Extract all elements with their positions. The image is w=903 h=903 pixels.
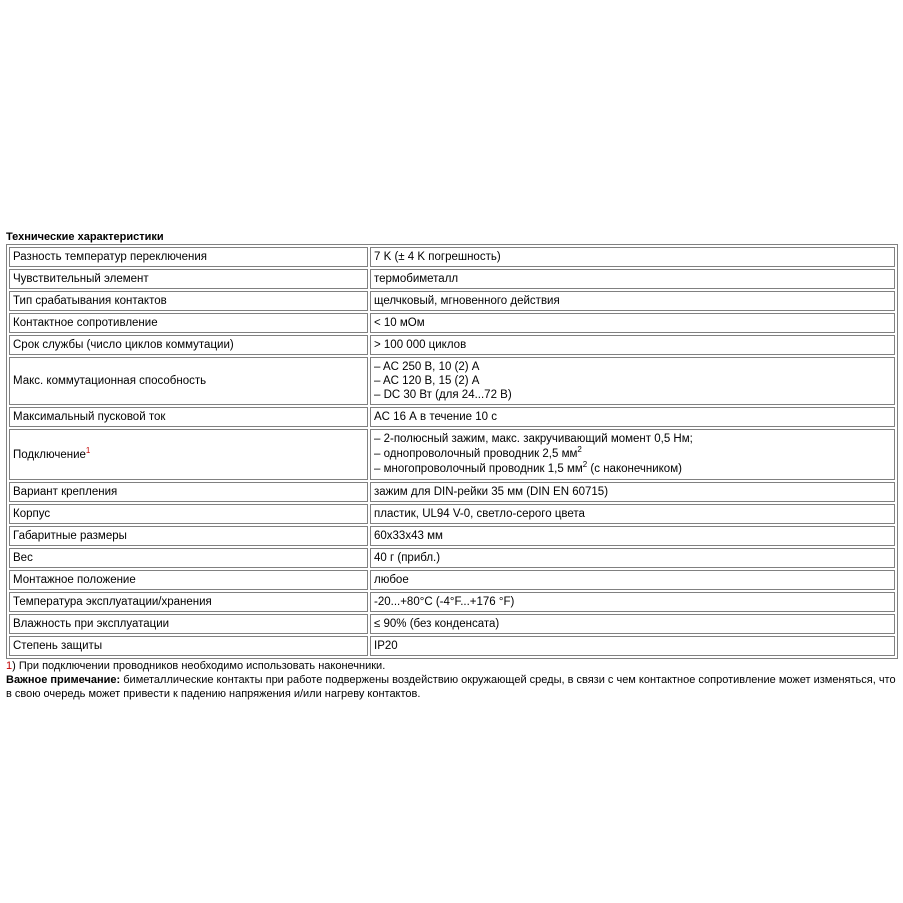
row-label: Чувствительный элемент [9, 269, 368, 289]
footnote-text: ) При подключении проводников необходимо использовать наконечники. [12, 660, 386, 672]
row-label-text: Подключение [13, 448, 86, 461]
row-value: пластик, UL94 V-0, светло-серого цвета [370, 504, 895, 524]
table-row [9, 570, 895, 590]
row-value: 60x33x43 мм [370, 526, 895, 546]
row-value [370, 429, 895, 480]
value-line: – DC 30 Вт (для 24...72 В) [374, 389, 512, 401]
row-value: < 10 мОм [370, 313, 895, 333]
table-row [9, 269, 895, 289]
table-row [9, 407, 895, 427]
table-row [9, 247, 895, 267]
table-row [9, 504, 895, 524]
row-value: любое [370, 570, 895, 590]
row-label: Влажность при эксплуатации [9, 614, 368, 634]
row-label: Разность температур переключения [9, 247, 368, 267]
row-label: Габаритные размеры [9, 526, 368, 546]
row-label: Максимальный пусковой ток [9, 407, 368, 427]
row-value: IP20 [370, 636, 895, 656]
spec-table [6, 244, 898, 659]
table-row [9, 291, 895, 311]
row-label: Контактное сопротивление [9, 313, 368, 333]
value-line: – AC 120 В, 15 (2) А [374, 375, 480, 387]
row-value: AC 16 А в течение 10 с [370, 407, 895, 427]
row-value: щелчковый, мгновенного действия [370, 291, 895, 311]
value-line: – AC 250 В, 10 (2) А [374, 361, 480, 373]
value-line-text: – многопроволочный проводник 1,5 мм [374, 463, 583, 475]
spec-document [6, 230, 896, 701]
row-label: Вес [9, 548, 368, 568]
value-line [374, 447, 892, 462]
table-row [9, 335, 895, 355]
table-row [9, 313, 895, 333]
row-label: Вариант крепления [9, 482, 368, 502]
footnote-mark: 1 [6, 660, 13, 672]
row-value: > 100 000 циклов [370, 335, 895, 355]
spec-table-body [9, 247, 895, 656]
row-value: зажим для DIN-рейки 35 мм (DIN EN 60715) [370, 482, 895, 502]
row-label: Температура эксплуатации/хранения [9, 592, 368, 612]
value-line-text: – однопроволочный проводник 2,5 мм [374, 448, 578, 460]
notes-block [6, 659, 896, 701]
row-value: -20...+80°C (-4°F...+176 °F) [370, 592, 895, 612]
row-value: 7 K (± 4 K погрешность) [370, 247, 895, 267]
table-row [9, 636, 895, 656]
footnote [6, 659, 896, 673]
row-label: Монтажное положение [9, 570, 368, 590]
row-label: Корпус [9, 504, 368, 524]
value-line [374, 462, 892, 477]
row-label: Степень защиты [9, 636, 368, 656]
table-row [9, 614, 895, 634]
table-row [9, 429, 895, 480]
table-row [9, 357, 895, 405]
value-line [374, 432, 892, 447]
row-label: Тип срабатывания контактов [9, 291, 368, 311]
row-label: Макс. коммутационная способность [9, 357, 368, 405]
section-title: Технические характеристики [6, 231, 164, 243]
important-note [6, 673, 896, 701]
value-line-text: – 2-полюсный зажим, макс. закручивающий момент 0,5 Нм; [374, 433, 693, 445]
table-row [9, 592, 895, 612]
row-value: 40 г (прибл.) [370, 548, 895, 568]
value-line-suffix: (с наконечником) [587, 463, 682, 475]
row-label: Срок службы (число циклов коммутации) [9, 335, 368, 355]
table-row [9, 526, 895, 546]
footnote-ref: 1 [85, 445, 91, 455]
table-row [9, 548, 895, 568]
row-value [370, 357, 895, 405]
table-row [9, 482, 895, 502]
row-value: ≤ 90% (без конденсата) [370, 614, 895, 634]
important-note-text: биметаллические контакты при работе подвержены воздействию окружающей среды, в связи с чем контактное сопротивление может изменяться, что в свою очередь может привести к падению напряжения и/или нагреву контактов. [6, 674, 896, 700]
row-label [9, 429, 368, 480]
superscript: 2 [577, 445, 582, 455]
superscript: 2 [582, 460, 588, 470]
row-value: термобиметалл [370, 269, 895, 289]
important-note-label: Важное примечание: [6, 674, 121, 686]
